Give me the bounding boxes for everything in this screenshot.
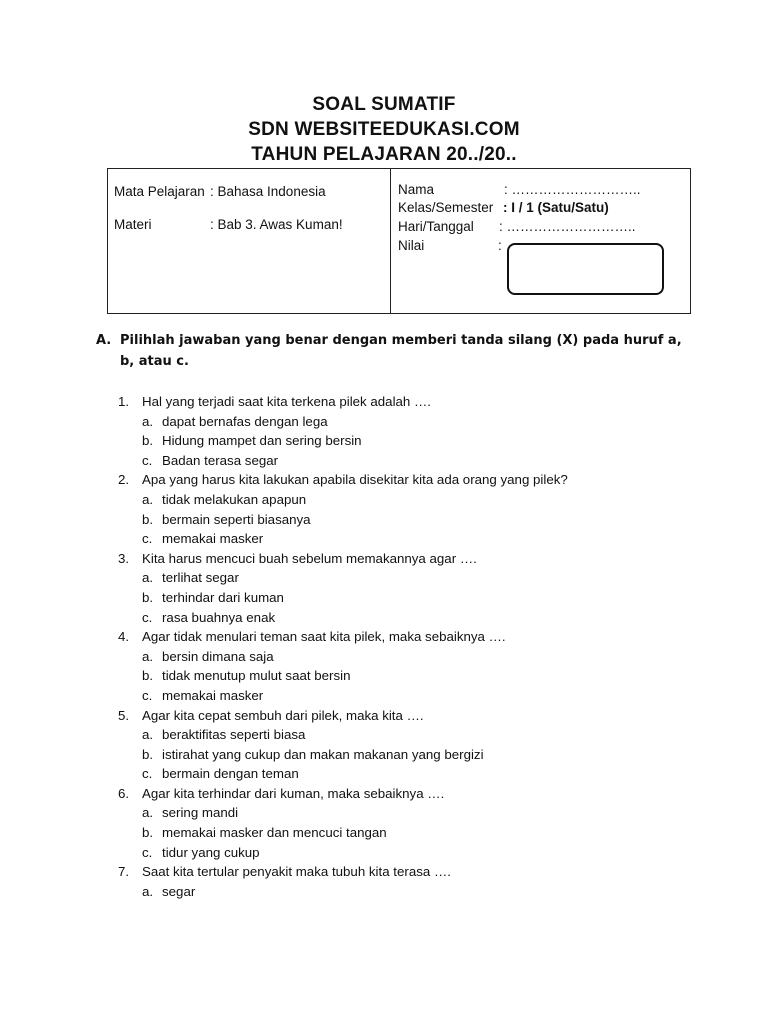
hari-label: Hari/Tanggal — [398, 219, 474, 234]
option-letter: b. — [142, 511, 154, 527]
title-line-1: SOAL SUMATIF — [312, 94, 456, 115]
option-text: tidur yang cukup — [162, 844, 260, 860]
answer-option[interactable] — [0, 803, 768, 823]
question-2 — [0, 470, 768, 490]
option-letter: c. — [142, 609, 153, 625]
hari-value: : ……………………….. — [499, 219, 636, 234]
section-a-letter: A. — [96, 333, 112, 348]
kelas-value: : I / 1 (Satu/Satu) — [503, 200, 609, 215]
question-text: Saat kita tertular penyakit maka tubuh kita terasa …. — [142, 864, 451, 880]
info-table-divider — [390, 168, 391, 314]
answer-option[interactable] — [0, 843, 768, 863]
question-text: Agar tidak menulari teman saat kita pilek, maka sebaiknya …. — [142, 629, 506, 645]
option-letter: b. — [142, 433, 154, 449]
answer-option[interactable] — [0, 431, 768, 451]
option-letter: a. — [142, 805, 154, 821]
option-text: memakai masker — [162, 531, 264, 547]
question-number: 5. — [118, 707, 130, 723]
option-text: terlihat segar — [162, 570, 239, 586]
answer-option[interactable] — [0, 608, 768, 628]
option-text: sering mandi — [162, 805, 239, 821]
option-text: memakai masker — [162, 687, 264, 703]
option-text: Badan terasa segar — [162, 452, 279, 468]
question-7 — [0, 862, 768, 882]
option-text: istirahat yang cukup dan makan makanan yang bergizi — [162, 746, 484, 762]
question-text: Apa yang harus kita lakukan apabila disekitar kita ada orang yang pilek? — [142, 472, 568, 488]
question-5 — [0, 706, 768, 726]
answer-option[interactable] — [0, 412, 768, 432]
kelas-label: Kelas/Semester — [398, 200, 494, 215]
answer-option[interactable] — [0, 686, 768, 706]
option-letter: a. — [142, 491, 154, 507]
option-text: memakai masker dan mencuci tangan — [162, 825, 387, 841]
option-text: bersin dimana saja — [162, 648, 274, 664]
option-text: dapat bernafas dengan lega — [162, 413, 328, 429]
question-6 — [0, 784, 768, 804]
nilai-value: : — [498, 238, 502, 253]
mapel-value: : Bahasa Indonesia — [210, 184, 326, 199]
materi-value: : Bab 3. Awas Kuman! — [210, 217, 343, 232]
option-text: bermain dengan teman — [162, 766, 299, 782]
answer-option[interactable] — [0, 490, 768, 510]
answer-option[interactable] — [0, 510, 768, 530]
answer-option[interactable] — [0, 647, 768, 667]
option-letter: a. — [142, 648, 154, 664]
mapel-label: Mata Pelajaran — [114, 184, 205, 199]
answer-option[interactable] — [0, 588, 768, 608]
question-number: 7. — [118, 864, 130, 880]
option-letter: c. — [142, 766, 153, 782]
question-text: Agar kita cepat sembuh dari pilek, maka kita …. — [142, 707, 424, 723]
question-number: 3. — [118, 550, 130, 566]
title-line-3: TAHUN PELAJARAN 20../20.. — [251, 144, 517, 165]
answer-option[interactable] — [0, 568, 768, 588]
option-letter: c. — [142, 452, 153, 468]
answer-option[interactable] — [0, 764, 768, 784]
option-letter: a. — [142, 727, 154, 743]
question-text: Agar kita terhindar dari kuman, maka sebaiknya …. — [142, 785, 445, 801]
question-number: 6. — [118, 785, 130, 801]
option-letter: c. — [142, 844, 153, 860]
answer-option[interactable] — [0, 666, 768, 686]
option-text: Hidung mampet dan sering bersin — [162, 433, 362, 449]
option-letter: b. — [142, 589, 154, 605]
answer-option[interactable] — [0, 451, 768, 471]
nama-value: : ……………………….. — [504, 182, 641, 197]
option-letter: a. — [142, 570, 154, 586]
question-text: Kita harus mencuci buah sebelum memakannya agar …. — [142, 550, 477, 566]
section-a-text: Pilihlah jawaban yang benar dengan memberi tanda silang (X) pada huruf a, b, atau c. — [120, 333, 682, 369]
option-letter: b. — [142, 825, 154, 841]
option-text: bermain seperti biasanya — [162, 511, 311, 527]
option-letter: b. — [142, 746, 154, 762]
answer-option[interactable] — [0, 725, 768, 745]
section-a-instruction — [96, 330, 696, 372]
option-letter: c. — [142, 531, 153, 547]
title-line-2: SDN WEBSITEEDUKASI.COM — [248, 119, 520, 140]
answer-option[interactable] — [0, 745, 768, 765]
nilai-score-box[interactable] — [507, 243, 664, 295]
option-letter: b. — [142, 668, 154, 684]
nilai-label: Nilai — [398, 238, 425, 253]
question-text: Hal yang terjadi saat kita terkena pilek adalah …. — [142, 394, 431, 409]
option-text: rasa buahnya enak — [162, 609, 276, 625]
option-letter: c. — [142, 687, 153, 703]
question-4 — [0, 627, 768, 647]
answer-option[interactable] — [0, 529, 768, 549]
option-letter: a. — [142, 413, 154, 429]
question-1 — [0, 392, 768, 412]
option-text: tidak melakukan apapun — [162, 491, 307, 507]
question-3 — [0, 549, 768, 569]
option-letter: a. — [142, 883, 154, 899]
question-number: 1. — [118, 394, 130, 409]
option-text: terhindar dari kuman — [162, 589, 284, 605]
option-text: tidak menutup mulut saat bersin — [162, 668, 351, 684]
materi-label: Materi — [114, 217, 152, 232]
question-number: 4. — [118, 629, 130, 645]
question-number: 2. — [118, 472, 130, 488]
option-text: beraktifitas seperti biasa — [162, 727, 306, 743]
answer-option[interactable] — [0, 823, 768, 843]
option-text: segar — [162, 883, 196, 899]
question-list — [0, 392, 768, 901]
nama-label: Nama — [398, 182, 435, 197]
answer-option[interactable] — [0, 882, 768, 902]
